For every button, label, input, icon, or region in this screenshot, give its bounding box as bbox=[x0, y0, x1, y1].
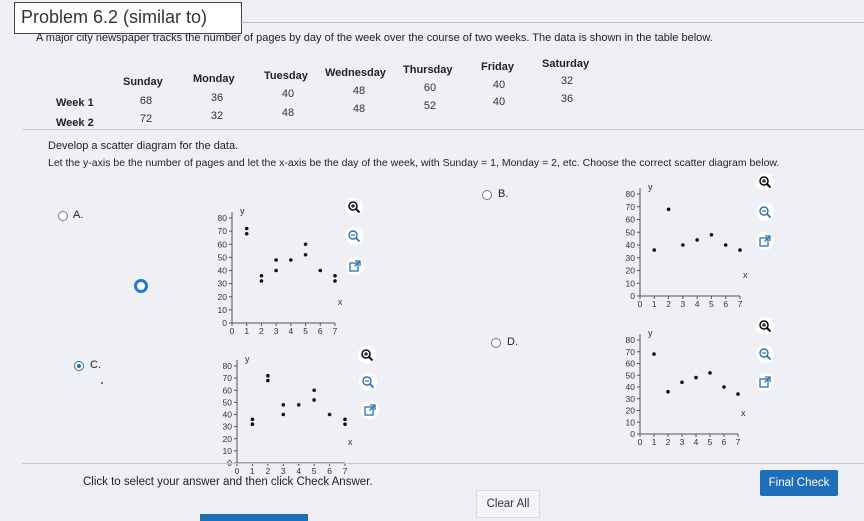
y-tick-label: 10 bbox=[217, 304, 227, 315]
data-point bbox=[289, 258, 293, 262]
x-tick-label: 2 bbox=[259, 326, 264, 336]
y-tick-label: 80 bbox=[625, 335, 635, 345]
x-axis-label: x bbox=[743, 270, 748, 280]
table-cell: 36 bbox=[210, 92, 224, 104]
page-title: Problem 6.2 (similar to) bbox=[21, 7, 208, 27]
x-tick-label: 1 bbox=[244, 326, 250, 336]
popout-icon[interactable] bbox=[756, 373, 774, 391]
table-cell: 68 bbox=[139, 95, 153, 107]
y-tick-label: 50 bbox=[222, 397, 232, 408]
instruction-line-1: Develop a scatter diagram for the data. bbox=[48, 140, 239, 152]
col-header: Saturday bbox=[542, 58, 590, 70]
y-axis-label: y bbox=[648, 328, 653, 338]
table-cell: 48 bbox=[352, 103, 366, 115]
y-tick-label: 10 bbox=[625, 278, 635, 289]
x-tick-label: 6 bbox=[723, 299, 729, 309]
y-tick-label: 60 bbox=[625, 214, 635, 225]
y-tick-label: 60 bbox=[625, 358, 635, 369]
x-tick-label: 6 bbox=[327, 466, 332, 476]
x-axis-label: x bbox=[338, 297, 343, 307]
next-button-edge[interactable] bbox=[200, 514, 308, 521]
y-tick-label: 40 bbox=[217, 265, 227, 276]
x-tick-label: 3 bbox=[273, 326, 279, 336]
x-tick-label: 0 bbox=[637, 299, 643, 309]
data-point bbox=[274, 258, 278, 262]
x-tick-label: 1 bbox=[651, 299, 657, 309]
x-tick-label: 2 bbox=[666, 299, 671, 309]
table-cell: 40 bbox=[492, 79, 506, 91]
y-tick-label: 40 bbox=[625, 240, 635, 250]
zoom-out-icon[interactable] bbox=[756, 345, 774, 363]
x-axis-label: x bbox=[741, 408, 746, 418]
col-header: Thursday bbox=[403, 64, 453, 76]
y-axis-label: y bbox=[245, 354, 250, 364]
zoom-out-icon[interactable] bbox=[756, 203, 774, 221]
col-header: Sunday bbox=[123, 76, 163, 88]
y-tick-label: 10 bbox=[625, 417, 635, 428]
y-tick-label: 30 bbox=[217, 278, 227, 289]
data-point bbox=[304, 242, 308, 246]
x-tick-label: 0 bbox=[229, 326, 235, 336]
y-tick-label: 20 bbox=[217, 291, 227, 302]
zoom-in-icon[interactable] bbox=[358, 346, 376, 364]
y-tick-label: 60 bbox=[217, 239, 227, 250]
y-tick-label: 30 bbox=[625, 252, 635, 263]
footer-divider bbox=[22, 463, 864, 464]
option-b-label[interactable]: B. bbox=[498, 188, 509, 200]
data-point bbox=[318, 269, 322, 273]
col-header: Wednesday bbox=[325, 67, 386, 79]
y-tick-label: 50 bbox=[625, 370, 635, 381]
table-cell: 52 bbox=[423, 100, 437, 112]
y-tick-label: 10 bbox=[222, 445, 232, 456]
y-axis-label: y bbox=[240, 206, 245, 216]
y-tick-label: 0 bbox=[630, 291, 635, 301]
table-cell: 36 bbox=[560, 93, 574, 105]
row-label: Week 2 bbox=[56, 117, 94, 129]
y-tick-label: 50 bbox=[217, 252, 227, 263]
final-check-button[interactable]: Final Check bbox=[760, 470, 838, 496]
y-tick-label: 0 bbox=[222, 318, 227, 328]
y-tick-label: 20 bbox=[222, 433, 232, 444]
y-tick-label: 60 bbox=[222, 385, 232, 396]
table-cell: 60 bbox=[423, 82, 437, 94]
x-tick-label: 5 bbox=[709, 299, 714, 309]
y-tick-label: 40 bbox=[625, 382, 635, 392]
data-point bbox=[245, 232, 249, 236]
data-point bbox=[333, 279, 337, 283]
x-tick-label: 4 bbox=[288, 326, 294, 336]
x-tick-label: 1 bbox=[250, 466, 255, 476]
instruction-line-2: Let the y-axis be the number of pages and let the x-axis be the day of the week, with Sunday = 1, Monday = 2, etc. Choose the correct scatter diagram below. bbox=[48, 157, 780, 169]
x-tick-label: 4 bbox=[694, 299, 700, 309]
data-point bbox=[304, 253, 308, 257]
y-axis-label: y bbox=[648, 182, 653, 192]
x-tick-label: 4 bbox=[693, 437, 699, 447]
footer-hint: Click to select your answer and then click Check Answer. bbox=[83, 476, 373, 488]
y-tick-label: 20 bbox=[625, 265, 635, 276]
data-point bbox=[333, 274, 337, 278]
popout-icon[interactable] bbox=[361, 401, 379, 419]
x-tick-label: 7 bbox=[735, 437, 741, 447]
x-tick-label: 2 bbox=[265, 466, 271, 476]
x-tick-label: 0 bbox=[637, 437, 643, 447]
x-tick-label: 7 bbox=[342, 466, 348, 476]
problem-intro: A major city newspaper tracks the number of pages by day of the week over the course of two weeks. The data is shown in the table below. bbox=[36, 32, 713, 44]
y-tick-label: 70 bbox=[625, 346, 635, 357]
zoom-in-icon[interactable] bbox=[345, 198, 363, 216]
y-tick-label: 30 bbox=[625, 393, 635, 404]
y-tick-label: 70 bbox=[625, 201, 635, 212]
x-tick-label: 4 bbox=[296, 466, 302, 476]
x-tick-label: 3 bbox=[680, 299, 686, 309]
zoom-in-icon[interactable] bbox=[756, 173, 774, 191]
y-tick-label: 70 bbox=[217, 226, 227, 237]
table-cell: 72 bbox=[139, 113, 153, 125]
table-cell: 40 bbox=[281, 88, 295, 100]
option-a-label[interactable]: A. bbox=[73, 209, 84, 221]
zoom-out-icon[interactable] bbox=[345, 227, 363, 245]
clear-all-button[interactable]: Clear All bbox=[476, 490, 540, 518]
x-tick-label: 7 bbox=[332, 326, 338, 336]
x-tick-label: 5 bbox=[707, 437, 713, 447]
data-point bbox=[260, 274, 264, 278]
x-tick-label: 5 bbox=[311, 466, 317, 476]
y-tick-label: 80 bbox=[625, 189, 635, 199]
table-cell: 48 bbox=[281, 107, 295, 119]
table-cell: 48 bbox=[352, 85, 366, 97]
x-tick-label: 6 bbox=[721, 437, 727, 447]
x-tick-label: 6 bbox=[317, 326, 323, 336]
x-axis-label: x bbox=[348, 437, 353, 447]
x-tick-label: 1 bbox=[651, 437, 657, 447]
data-point bbox=[274, 269, 278, 273]
col-header: Monday bbox=[193, 73, 235, 85]
table-cell: 32 bbox=[560, 75, 574, 87]
y-tick-label: 0 bbox=[630, 429, 635, 439]
col-header: Friday bbox=[481, 61, 515, 73]
row-label: Week 1 bbox=[56, 97, 94, 109]
data-point bbox=[260, 279, 264, 283]
option-c-label[interactable]: C. bbox=[90, 359, 101, 371]
x-tick-label: 0 bbox=[234, 466, 240, 476]
y-tick-label: 40 bbox=[222, 409, 232, 420]
x-tick-label: 3 bbox=[679, 437, 685, 447]
x-tick-label: 5 bbox=[303, 326, 308, 336]
y-tick-label: 20 bbox=[625, 405, 635, 416]
data-point bbox=[245, 227, 249, 231]
col-header: Tuesday bbox=[264, 70, 308, 82]
y-tick-label: 80 bbox=[222, 361, 232, 371]
x-tick-label: 3 bbox=[280, 466, 286, 476]
table-cell: 40 bbox=[492, 96, 506, 108]
y-tick-label: 80 bbox=[217, 213, 227, 223]
popout-icon[interactable] bbox=[346, 257, 364, 275]
option-d-label[interactable]: D. bbox=[507, 336, 518, 348]
y-tick-label: 70 bbox=[222, 373, 232, 384]
zoom-out-icon[interactable] bbox=[359, 373, 377, 391]
zoom-in-icon[interactable] bbox=[756, 317, 774, 335]
y-tick-label: 30 bbox=[222, 421, 232, 432]
popout-icon[interactable] bbox=[756, 232, 774, 250]
x-tick-label: 2 bbox=[665, 437, 671, 447]
table-cell: 32 bbox=[210, 110, 224, 122]
y-tick-label: 50 bbox=[625, 227, 635, 238]
x-tick-label: 7 bbox=[737, 299, 743, 309]
